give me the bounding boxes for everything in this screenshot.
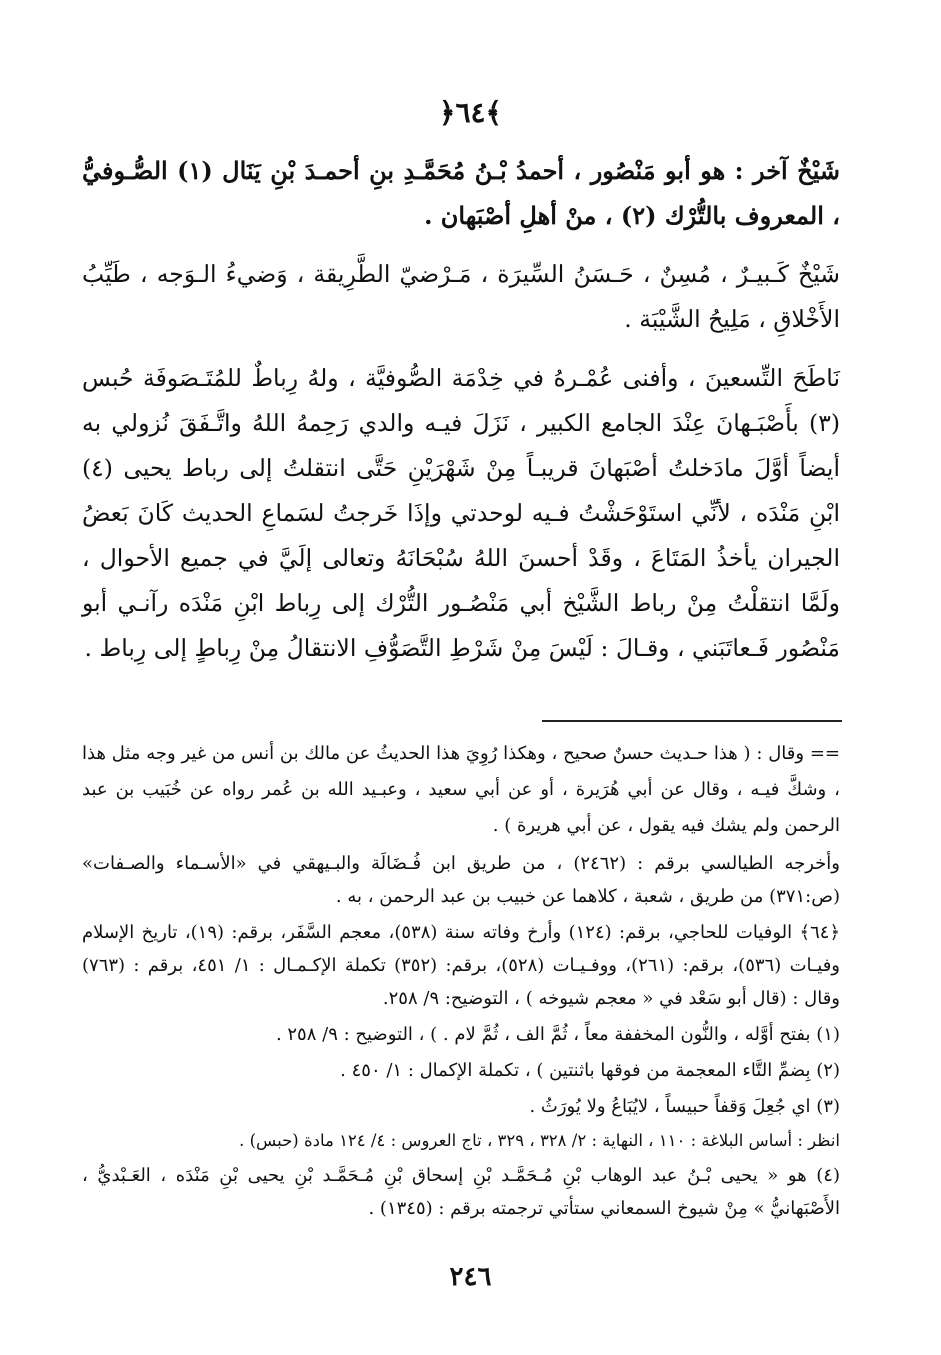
footnote-sources: ﴿٦٤﴾ الوفيات للحاجي، برقم: (١٢٤) وأرخ وفاته سنة (٥٣٨)، معجم السَّفَر، برقم: (١٩)، تاريخ الإسلام وفيـات (٥٣٦)، برقم: (٢٦١)، ووفـيـات (٥٢٨)، برقم: (٣٥٢) تكملة الإكـمـال : ١/ ٤٥١، برقم : (٧٦٣) وقال : (قال أبو سَعْد في « معجم شيوخه ) ، التوضيح: ٩/ ٢٥٨.	[82, 922, 840, 1009]
page-number: ٢٤٦	[449, 1262, 492, 1292]
entry-number: ﴿٦٤﴾	[439, 96, 502, 129]
entry-heading: شَيْخٌ آخر : هو أبو مَنْصُور ، أحمدُ بْـنُ مُحَمَّـدِ بنِ أحمـدَ بْنِ يَنَال (١) الصُّـوفيُّ ، المعروف بالتُّرْك (٢) ، منْ أهلِ أصْبَهان .	[82, 156, 840, 230]
footnote-takhrij: وأخرجه الطيالسي برقم : (٢٤٦٢) ، من طريق ابن فُـضَالَة والبـيهقي في «الأسـماء والصـفات» (ص:٣٧١) من طريق ، شعبة ، كلاهما عن خبيب بن عبد الرحمن ، به .	[82, 853, 840, 907]
footnote-continuation: == وقال : ( هذا حـديث حسنٌ صحيح ، وهكذا رُوِيَ هذا الحديثُ عن مالك بن أنس من غير وجه مثل هذا ، وشكَّ فيـه ، وقال عن أبي هُرَيرة ، أو عن أبي سعيد ، وعبـيد الله بن عُمر رواه عن خُبَيب بن عبد الرحمن ولم يشك فيه يقول ، عن أبي هريرة ) .	[82, 743, 840, 836]
footnote-1: (١) بفتح أوَّله ، والنُّون المخففة معاً ، ثُمَّ الف ، ثُمَّ لام . ) ، التوضيح : ٩/ ٢٥٨ .	[275, 1024, 840, 1045]
paragraph-description: شَيْخٌ كَـبيـرٌ ، مُسِنٌ ، حَـسَنُ السِّيرَة ، مَـرْضيّ الطَّرِيقة ، وَضيءُ الـوَجه ، طَيِّبُ الأَخْلاقِ ، مَلِيحُ الشَّيْبَة .	[82, 260, 840, 333]
footnote-divider	[542, 720, 842, 722]
paragraph-biography: نَاطَحَ التِّسعينَ ، وأفنى عُمْـرهُ في خِدْمَة الصُّوفيَّة ، ولهُ رِباطٌ للمُتَـصَوفَة حُبس (٣) بأَصْبَـهانَ عِنْدَ الجامع الكبير ، نَزَلَ فيـه والدي رَحِمهُ اللهُ واتَّـفَقَ نُزولي به أيضاً أوَّلَ مادَخلتُ أصْبَهانَ قريبـاً مِنْ شَهْرَيْنِ حَتَّى انتقلتُ إلى رباط يحيى (٤) ابْنِ مَنْدَه ، لأنِّي استَوْحَشْتُ فـيه لوحدتي وإذَا خَرجتُ لسَماعِ الحديث كَانَ بَعضُ الجيران يأخذُ المَتَاعَ ، وقَدْ أحسنَ اللهُ سُبْحَانَهُ وتعالى إلَيَّ في جميع الأحوال ، ولَمَّا انتقلْتُ مِنْ رباط الشَّيْخ أبي مَنْصُـور التُّرْك إلى رِباط ابْنِ مَنْدَه رآنـي أبو مَنْصُور فَـعاتَبَني ، وقـالَ : لَيْسَ مِنْ شَرْطِ التَّصَوُّفِ الانتقالُ مِنْ رِباطٍ إلى رِباط .	[82, 364, 840, 662]
footnote-4: (٤) هو « يحيى بْـنُ عبد الوهاب بْنِ مُـحَمَّـد بْنِ إسحاق بْنِ مُـحَمَّـد بْنِ يحيى بْنِ مَنْدَه ، العَـبْديُّ ، الأَصْبَهانيُّ » مِنْ شيوخ السمعاني ستأتي ترجمته برقم : (١٣٤٥) .	[82, 1165, 840, 1219]
footnote-2: (٢) بِضمِّ التَّاء المعجمة من فوقها باثنتين ) ، تكملة الإكمال : ١/ ٤٥٠ .	[340, 1060, 840, 1081]
main-text	[82, 148, 840, 685]
footnote-3-reference: انظر : أساس البلاغة : ١١٠ ، النهاية : ٢/ ٣٢٨ ، ٣٢٩ ، تاج العروس : ٤/ ١٢٤ مادة (حبس) .	[239, 1131, 840, 1150]
footnotes	[82, 736, 840, 1228]
footnote-3: (٣) اي جُعِلَ وَقفاً حبيساً ، لايُبَاعُ ولا يُورَثُ .	[529, 1096, 840, 1117]
